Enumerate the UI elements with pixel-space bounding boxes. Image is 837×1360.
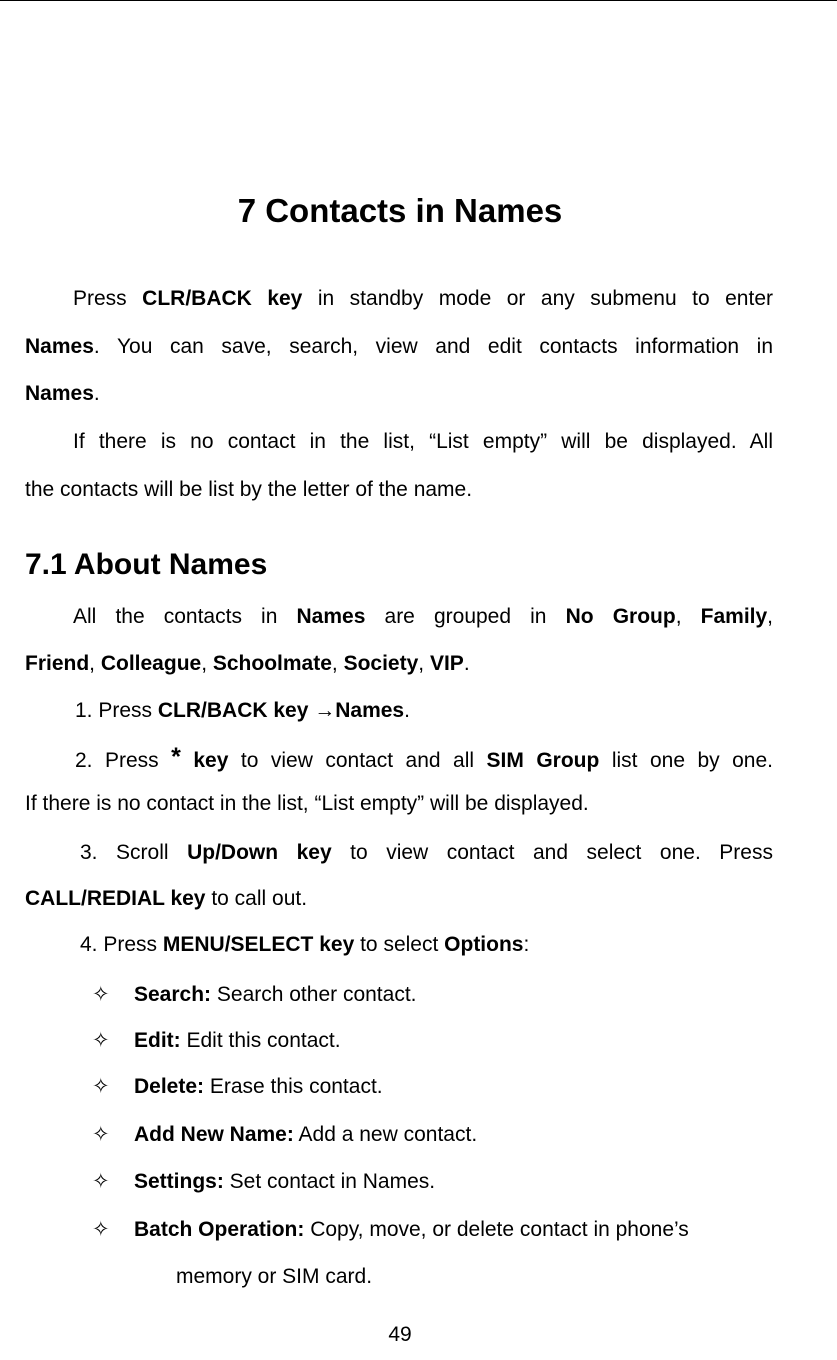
text-run: , (675, 605, 701, 628)
intro-p1-line1 (25, 286, 773, 312)
text-run: , (767, 605, 774, 628)
text-run-bold: CLR/BACK key →Names (157, 699, 405, 722)
text-run: in standby mode or any submenu to enter (302, 287, 773, 310)
text-run: 3. Scroll (80, 841, 188, 864)
text-run: . (404, 699, 410, 722)
step-1 (75, 698, 410, 724)
text-run: . (93, 382, 100, 405)
option-text: Search other contact. (211, 983, 417, 1006)
option-delete (134, 1074, 383, 1100)
text-run: , (418, 652, 430, 675)
section-p1-line2 (25, 651, 470, 677)
option-bullet-icon: ✧ (92, 1218, 110, 1241)
star-key-symbol: * (171, 743, 181, 771)
text-run-bold: Names (25, 382, 94, 405)
option-text: Erase this contact. (204, 1075, 383, 1098)
option-bullet-icon: ✧ (92, 1170, 110, 1193)
text-run-bold: VIP (429, 652, 464, 675)
text-run: list one by one. (599, 749, 773, 772)
step-3-line2 (25, 886, 307, 912)
option-label: Search: (134, 983, 212, 1006)
text-run: 1. Press (75, 699, 158, 722)
option-bullet-icon: ✧ (92, 1029, 110, 1052)
option-text: Copy, move, or delete contact in phone’s (304, 1218, 689, 1241)
text-run: 2. Press (75, 749, 172, 772)
text-run: to call out. (205, 887, 308, 910)
text-run: to view contact and all (228, 749, 487, 772)
text-run: , (201, 652, 213, 675)
text-run-bold: CLR/BACK key (142, 287, 303, 310)
option-label: Batch Operation: (134, 1218, 305, 1241)
text-run-bold: Friend (25, 652, 90, 675)
option-text: Set contact in Names. (223, 1170, 436, 1193)
option-text: Edit this contact. (180, 1029, 341, 1052)
text-run: . (463, 652, 470, 675)
text-run: Press (73, 287, 143, 310)
text-run-bold: SIM Group (486, 749, 600, 772)
text-run: to view contact and select one. Press (331, 841, 773, 864)
text-run: , (89, 652, 101, 675)
intro-p2-line2: the contacts will be list by the letter of the name. (25, 478, 473, 501)
text-run-bold: Options (444, 933, 524, 956)
text-run-bold: No Group (565, 605, 676, 628)
intro-p1-line2 (25, 334, 773, 360)
option-add-new-name (134, 1122, 477, 1148)
text-run: are grouped in (365, 605, 566, 628)
option-batch-operation (134, 1217, 689, 1243)
option-label: Add New Name: (134, 1123, 294, 1146)
step-4 (80, 932, 529, 958)
option-batch-operation-continuation: memory or SIM card. (176, 1265, 373, 1288)
section-p1-line1 (25, 604, 773, 630)
step-2-line2: If there is no contact in the list, “List empty” will be displayed. (25, 792, 589, 815)
option-label: Edit: (134, 1029, 181, 1052)
step-3-line1 (80, 840, 773, 866)
step-2-line1 (75, 743, 773, 774)
text-run-bold: Colleague (100, 652, 202, 675)
option-bullet-icon: ✧ (92, 1123, 110, 1146)
text-run-bold: Society (343, 652, 419, 675)
text-run-bold: MENU/SELECT key (162, 933, 355, 956)
chapter-title: 7 Contacts in Names (237, 192, 563, 229)
section-heading: 7.1 About Names (25, 548, 268, 581)
option-settings (134, 1169, 435, 1195)
text-run-bold: key (180, 749, 229, 772)
text-run: All the contacts in (73, 605, 297, 628)
option-bullet-icon: ✧ (92, 983, 110, 1006)
option-text: Add a new contact. (293, 1123, 478, 1146)
intro-p1-line3 (25, 381, 100, 407)
text-run-bold: Names (25, 335, 94, 358)
option-search (134, 982, 417, 1008)
text-run-bold: Family (700, 605, 768, 628)
text-run: to select (354, 933, 445, 956)
text-run-bold: Schoolmate (212, 652, 332, 675)
text-run-bold: Names (296, 605, 366, 628)
text-run: : (523, 933, 530, 956)
option-label: Delete: (134, 1075, 205, 1098)
option-edit (134, 1028, 341, 1054)
text-run: 4. Press (80, 933, 163, 956)
text-run: . You can save, search, view and edit contacts information in (93, 335, 773, 358)
text-run: , (331, 652, 344, 675)
intro-p2-line1: If there is no contact in the list, “List empty” will be displayed. All (73, 430, 773, 453)
text-run-bold: CALL/REDIAL key (25, 887, 206, 910)
text-run-bold: Up/Down key (187, 841, 332, 864)
option-label: Settings: (134, 1170, 224, 1193)
page-number: 49 (388, 1323, 412, 1346)
option-bullet-icon: ✧ (92, 1075, 110, 1098)
